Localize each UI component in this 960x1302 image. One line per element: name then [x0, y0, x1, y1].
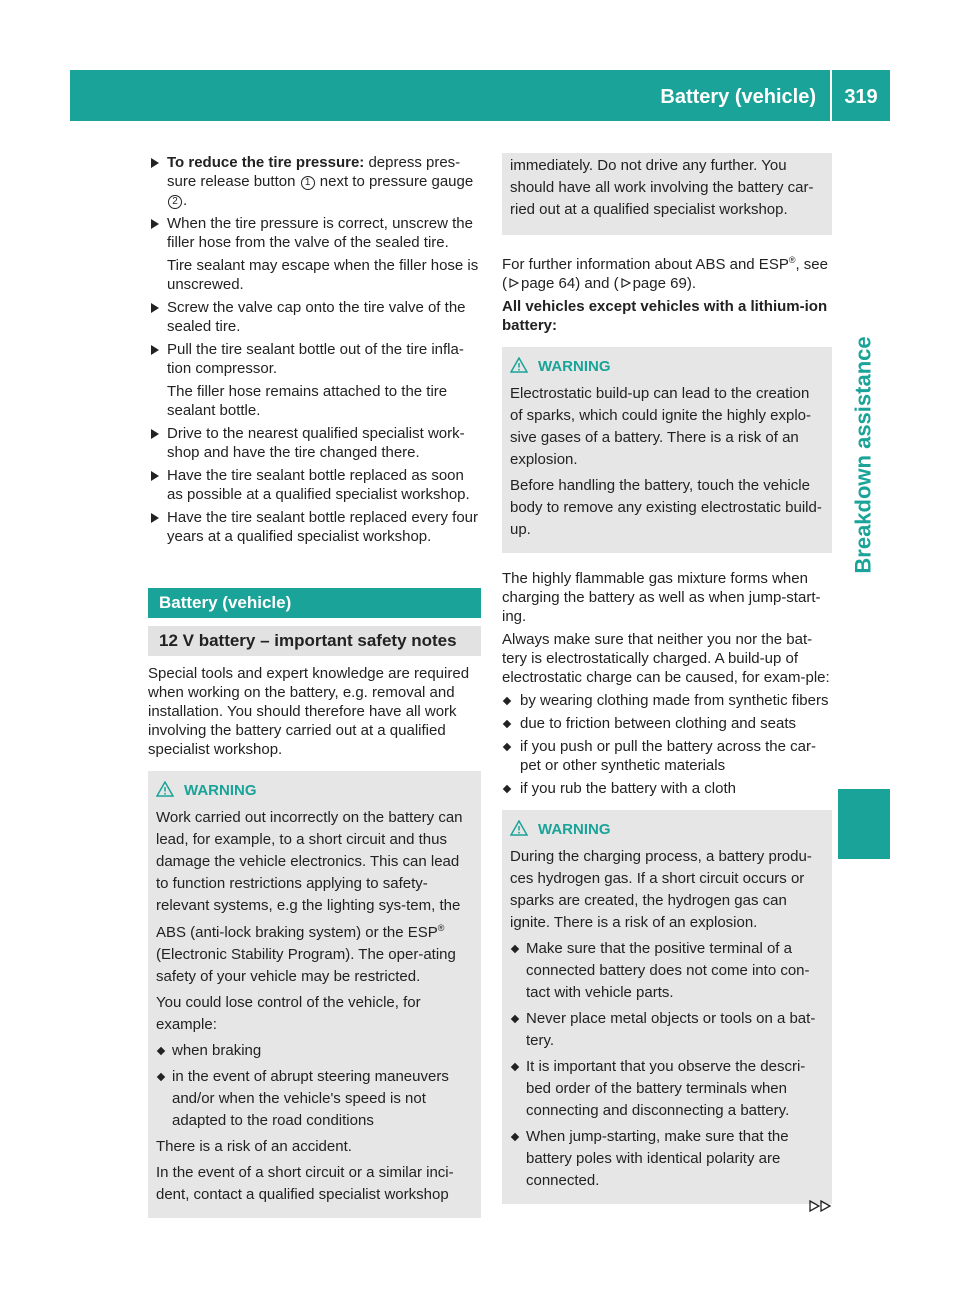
step-text: .: [183, 192, 188, 209]
step-text: When the tire pressure is correct, unscrew the filler hose from the valve of the sealed tire.: [167, 215, 473, 251]
warning-bullet: in the event of abrupt steering maneuvers and/or when the vehicle's speed is not adapted to the road conditions: [156, 1066, 473, 1132]
registered-mark: ®: [788, 255, 796, 265]
reference-arrow-icon: [509, 278, 519, 288]
chapter-marker: [838, 789, 890, 859]
list-item: by wearing clothing made from synthetic fibers: [502, 691, 832, 710]
warning-bullet: when braking: [156, 1040, 473, 1062]
warning-paragraph: immediately. Do not drive any further. You should have all work involving the battery car-ried out at a qualified specialist workshop.: [510, 157, 814, 218]
instruction-step: [148, 298, 481, 336]
page-reference-link[interactable]: page 69: [632, 275, 687, 292]
warning-bullet: Make sure that the positive terminal of a connected battery does not come into con-tact with vehicle parts.: [510, 938, 824, 1004]
warning-title-text: WARNING: [538, 821, 611, 838]
warning-paragraph: During the charging process, a battery produ-ces hydrogen gas. If a short circuit occurs or sparks are created, the hydrogen gas can ignite. There is a risk of an explosion.: [510, 848, 812, 931]
warning-triangle-icon: [510, 820, 528, 836]
instruction-step: [148, 214, 481, 252]
warning-text: Work carried out incorrectly on the battery can lead, for example, to a short circuit and thus damage the vehicle electronics. This can lead to function restrictions applying to safety-relevant systems, e.g the lighting sys-tem, the ABS (anti-lock braking system) or the ESP: [156, 809, 463, 941]
step-text: Pull the tire sealant bottle out of the tire infla-tion compressor.: [167, 341, 464, 377]
step-text: next to pressure gauge: [315, 173, 474, 190]
vehicle-subheading: All vehicles except vehicles with a lithium-ion battery:: [502, 298, 828, 334]
subsection-heading: 12 V battery – important safety notes: [148, 626, 481, 656]
chapter-label-text: Breakdown assistance: [851, 336, 877, 574]
warning-paragraph: In the event of a short circuit or a similar inci-dent, contact a qualified specialist workshop: [156, 1164, 454, 1203]
section-heading: Battery (vehicle): [148, 588, 481, 618]
step-text: Drive to the nearest qualified specialist work-shop and have the tire changed there.: [167, 425, 465, 461]
warning-box: [502, 810, 832, 1204]
warning-bullet: Never place metal objects or tools on a bat-tery.: [510, 1008, 824, 1052]
step-note: Tire sealant may escape when the filler hose is unscrewed.: [167, 257, 479, 293]
warning-text: (Electronic Stability Program). The oper-ating safety of your vehicle may be restricted.: [156, 946, 456, 985]
chapter-tab: [838, 121, 890, 1161]
warning-triangle-icon: [156, 781, 174, 797]
warning-paragraph: You could lose control of the vehicle, for example:: [156, 994, 421, 1033]
page-reference-link[interactable]: page 64: [521, 275, 576, 292]
warning-title-text: WARNING: [184, 782, 257, 799]
instruction-step: [148, 153, 481, 210]
double-arrow-icon: [808, 1200, 834, 1212]
list-item: if you push or pull the battery across the car-pet or other synthetic materials: [502, 737, 832, 775]
warning-box-continued: [502, 153, 832, 235]
page-number: 319: [844, 86, 878, 108]
list-item: due to friction between clothing and seats: [502, 714, 832, 733]
warning-bullet: It is important that you observe the descri-bed order of the battery terminals when connecting and disconnecting a battery.: [510, 1056, 824, 1122]
warning-title: [510, 357, 824, 377]
warning-paragraph: There is a risk of an accident.: [156, 1138, 352, 1155]
reference-arrow-icon: [621, 278, 631, 288]
registered-mark: ®: [437, 923, 445, 933]
instruction-step: [148, 340, 481, 378]
warning-triangle-icon: [510, 357, 528, 373]
info-paragraph: [502, 251, 832, 293]
right-column: [502, 153, 832, 1220]
chapter-label: [838, 121, 890, 789]
warning-title-text: WARNING: [538, 358, 611, 375]
warning-box: [502, 347, 832, 553]
body-paragraph: Always make sure that neither you nor the bat-tery is electrostatically charged. A build-up of electrostatic charge can be caused, for exam-ple:: [502, 631, 830, 686]
step-text: Have the tire sealant bottle replaced as soon as possible at a qualified specialist workshop.: [167, 467, 470, 503]
step-text: Have the tire sealant bottle replaced every four years at a qualified specialist workshop.: [167, 509, 479, 545]
callout-marker: 1: [301, 176, 315, 190]
warning-bullet: When jump-starting, make sure that the battery poles with identical polarity are connected.: [510, 1126, 824, 1192]
warning-box: [148, 771, 481, 1218]
step-text: depress pres-sure release button: [167, 154, 461, 190]
warning-paragraph: [156, 807, 473, 988]
left-column: [148, 153, 481, 1234]
warning-paragraph: Before handling the battery, touch the vehicle body to remove any existing electrostatic build-up.: [510, 477, 822, 538]
instruction-step: [148, 508, 481, 546]
info-text: For further information about ABS and ESP: [502, 256, 789, 273]
step-text: Screw the valve cap onto the tire valve of the sealed tire.: [167, 299, 466, 335]
instruction-step: [148, 424, 481, 462]
instruction-step: [148, 466, 481, 504]
body-paragraph: The highly flammable gas mixture forms when charging the battery as well as when jump-start-ing.: [502, 570, 821, 625]
header-title: Battery (vehicle): [660, 86, 816, 108]
info-text: ).: [686, 275, 696, 292]
warning-title: [156, 781, 473, 801]
callout-marker: 2: [168, 195, 182, 209]
list-item: if you rub the battery with a cloth: [502, 779, 832, 798]
intro-paragraph: Special tools and expert knowledge are required when working on the battery, e.g. removal and installation. You should therefore have all work involving the battery carried out at a qualified specialist workshop.: [148, 665, 470, 758]
step-note: The filler hose remains attached to the tire sealant bottle.: [167, 383, 448, 419]
info-text: , see (: [502, 256, 828, 292]
warning-paragraph: Electrostatic build-up can lead to the creation of sparks, which could ignite the highly explo-sive gases of a battery. There is a risk of an explosion.: [510, 385, 811, 468]
page-header: [70, 70, 890, 121]
warning-title: [510, 820, 824, 840]
step-label: To reduce the tire pressure:: [167, 154, 365, 171]
info-text: ) and (: [575, 275, 619, 292]
